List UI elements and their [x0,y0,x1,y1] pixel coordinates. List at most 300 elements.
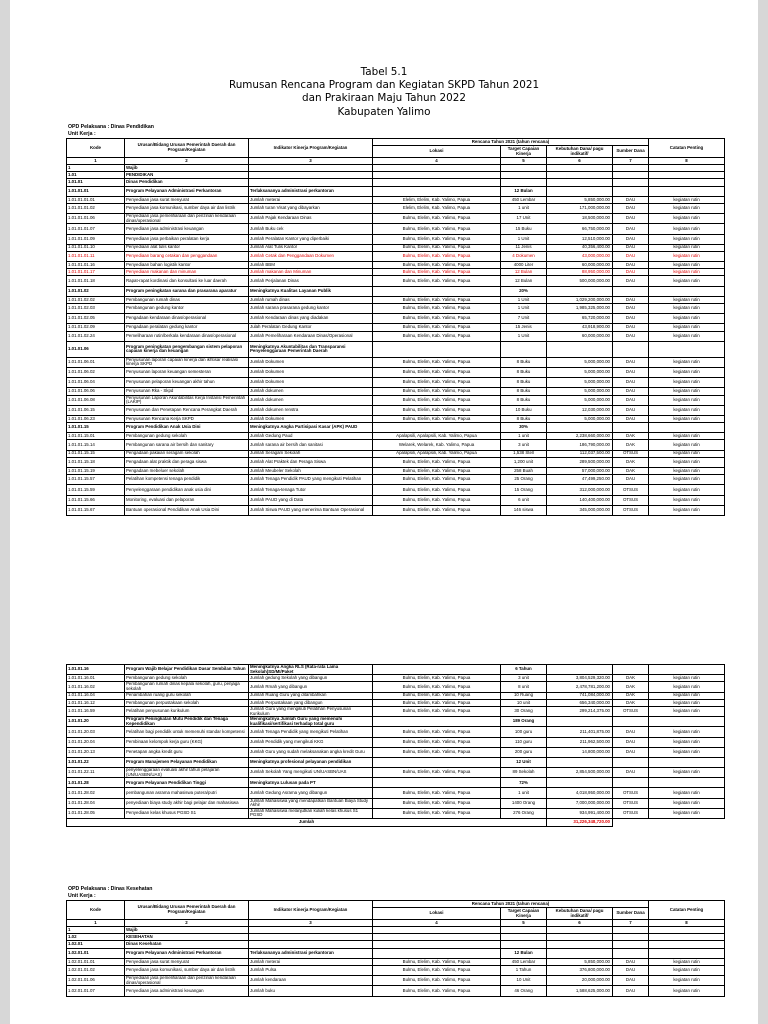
table-row [67,367,725,377]
sumber-cell: DAU [613,367,649,377]
target-cell: 8 Buku [501,415,547,422]
target-cell: 10 Ruang [501,692,547,699]
target-cell: 15 Buku [501,224,547,234]
document-page [10,0,758,1024]
lokasi-cell: Bulmu, Elelim, Kab. Yalimo, Papua [373,244,501,251]
indikator-cell: Jumlah sarana air bersih dan sanitasi [249,440,373,450]
dana-cell: 934,991,400.00 [547,808,613,818]
table-row [67,965,725,975]
lokasi-cell: Bulmu, Elelim, Kab. Yalimo, Papua [373,234,501,244]
sumber-cell: OTSUS [613,485,649,495]
kode-cell: 1.01.01.15 [67,423,125,433]
kode-cell: 1.01.01.15.59 [67,485,125,495]
indikator-cell: Jumlah meterai [249,958,373,965]
kode-cell: 1.01.01.16.12 [67,699,125,706]
kode-cell: 1.02.01.01.01 [67,958,125,965]
sumber-cell: DAU [613,727,649,737]
table-row [67,331,725,341]
target-cell [501,179,547,186]
title-line: Rumusan Rencana Program dan Kegiatan SKPD Tahun 2021 [228,79,540,92]
table-row [67,186,725,196]
dana-cell: 289,500,000.00 [547,457,613,467]
lokasi-cell: Bulmu, Elelim, Kab. Yalimo, Papua [373,262,501,269]
column-number-row [67,158,725,165]
catatan-cell [649,757,725,767]
table-row [67,808,725,818]
target-cell: 12 Unit [501,757,547,767]
dana-cell: 376,800,000.00 [547,965,613,975]
lokasi-cell: Apalapsili, Apalapsili, Kab. Yalimo, Papua [373,433,501,440]
lokasi-cell: Bulmu, Elelim, Kab. Yalimo, Papua [373,965,501,975]
catatan-cell: kegiatan rutin [649,203,725,213]
target-cell: 17 Unit [501,214,547,224]
column-number: 6 [547,158,613,165]
lokasi-cell [373,186,501,196]
indikator-cell: Jumlah gedung Sekolah yang dibangun [249,675,373,682]
table-row [67,286,725,296]
table-row [67,457,725,467]
kode-cell: 1.01.01.01.09 [67,234,125,244]
sumber-cell [613,948,649,958]
table-row [67,324,725,331]
program-cell: Penyusunan laporan capaian kinerja dan ikhtisar realisasi kinerja SKPD [125,357,249,367]
sumber-cell: DAU [613,747,649,757]
kode-cell: 1.01.01.28.02 [67,788,125,798]
kode-cell: 1.01.01.20 [67,717,125,727]
lokasi-cell: Bulmu, Elelim, Kab. Yalimo, Papua [373,976,501,986]
catatan-cell: kegiatan rutin [649,440,725,450]
program-table-kesehatan [66,900,725,997]
table-row [67,405,725,415]
lokasi-cell: Elelim, Elelim, Kab. Yalimo, Papua [373,203,501,213]
table-row [67,262,725,269]
column-header: Urusan/Bidang Urusan Pemerintah Daerah dan Program/Kegiatan [125,901,249,920]
program-cell: Penyediaan jasa komunikasi, sumber daya air dan listrik [125,965,249,975]
target-cell: 12 Bulan [501,186,547,196]
indikator-cell: Jumlah Mahasiswa yang mendapatkan Bantuan Biaya Study Akhir [249,798,373,808]
kode-cell: 1.01.01.06.15 [67,405,125,415]
program-cell: Penyediaan jasa pemeliharaan dan perizinan kendaraan dinas/operasional [125,976,249,986]
indikator-cell: Jumlah Perjalanan Dinas [249,276,373,286]
program-cell: Pembangunan rumah dinas kepala sekolah, guru, penjaga sekolah [125,682,249,692]
total-label: Jumlah [67,819,547,827]
indikator-cell [249,934,373,941]
lokasi-cell: Bulmu, Elelim, Kab. Yalimo, Papua [373,224,501,234]
indikator-cell: Meningkatnya Angka RLS (Rata-rata Lama Sekolah)SD/MI/Paket [249,665,373,675]
table-row [67,234,725,244]
kode-cell: 1.01.01.20.13 [67,747,125,757]
catatan-cell [649,179,725,186]
sumber-cell: DAK [613,699,649,706]
kode-cell: 1.01.01.06.08 [67,395,125,405]
indikator-cell: Jumlah BBM [249,262,373,269]
indikator-cell: Meningkatnya Kualitas Layanan Publik [249,286,373,296]
kode-cell: 1.02 [67,934,125,941]
indikator-cell: Jumlah Guru yang sudah melaksanakan angka kredit Guru [249,747,373,757]
target-cell: 10 Buku [501,405,547,415]
target-cell: 1 Unit [501,331,547,341]
table-row [67,440,725,450]
dana-cell: 299,214,375.00 [547,706,613,716]
program-cell: Penyediaan makanan dan minuman [125,269,249,276]
indikator-cell: Jumlah buku [249,986,373,996]
kode-cell: 1.01.01.16 [67,665,125,675]
lokasi-cell: Bulmu, Elelim, Kab. Yalimo, Papua [373,415,501,422]
table-row [67,757,725,767]
lokasi-cell: Bulmu, Elelim, Kab. Yalimo, Papua [373,699,501,706]
program-cell: Pengadaan mebeluer sekolah [125,468,249,475]
total-value: 31,226,348,720.00 [547,819,613,827]
indikator-cell: Jumlah Alat Praktek dan Peraga Siswa [249,457,373,467]
kode-cell: 1.01.01.06.02 [67,367,125,377]
catatan-cell: kegiatan rutin [649,314,725,324]
sumber-cell: DAU [613,304,649,314]
lokasi-cell: Bulmu, Elelim, Kab. Yalimo, Papua [373,214,501,224]
catatan-cell: kegiatan rutin [649,405,725,415]
kode-cell: 1.02.01.01 [67,948,125,958]
dana-cell: 112,037,500.00 [547,450,613,457]
catatan-cell: kegiatan rutin [649,737,725,747]
target-cell: 276 Orang [501,808,547,818]
dana-cell: 4,018,950,000.00 [547,788,613,798]
indikator-cell: Meningkatnya Lulusan pada PT [249,778,373,788]
dana-cell: 171,000,000.00 [547,203,613,213]
column-header: Catatan Penting [649,901,725,920]
indikator-cell: Jumlah Tenaga Pendidik PAUD yang mengikuti Pelatihan [249,475,373,485]
lokasi-cell: Bulmu, Elelim, Kab. Yalimo, Papua [373,706,501,716]
catatan-cell: kegiatan rutin [649,692,725,699]
sumber-cell: DAU [613,331,649,341]
dana-cell: 5,850,000.00 [547,958,613,965]
table-row [67,251,725,261]
table-row [67,314,725,324]
column-number: 3 [249,158,373,165]
table-row [67,179,725,186]
dana-cell: 2,854,500,000.00 [547,768,613,778]
kode-cell: 1.01.01.01 [67,186,125,196]
target-cell: 200 guru [501,747,547,757]
dana-cell: 5,000,000.00 [547,388,613,395]
target-cell: 3 unit [501,440,547,450]
dana-cell: 2,238,660,000.00 [547,433,613,440]
table-row [67,214,725,224]
table-row [67,934,725,941]
program-cell: Program Wajib Belajar Pendidikan Dasar Sembilan Tahun [125,665,249,675]
target-cell [501,172,547,179]
table-row [67,269,725,276]
lokasi-cell [373,665,501,675]
sumber-cell [613,757,649,767]
indikator-cell: Jumlah Cetak dan Penggandaan Dokumen [249,251,373,261]
table-row [67,505,725,515]
table-row [67,927,725,934]
target-cell: 25 Orang [501,475,547,485]
dana-cell: 65,720,000.00 [547,314,613,324]
program-cell: Pelatihan penyusunan kurikulum [125,706,249,716]
lokasi-cell: Bulmu, Elelim, Kab. Yalimo, Papua [373,475,501,485]
indikator-cell: Jumlah PAUD yang di Data [249,495,373,505]
indikator-cell: Jumlah dokumen [249,395,373,405]
sumber-cell [613,341,649,357]
catatan-cell: kegiatan rutin [649,768,725,778]
target-cell: 12 Bulan [501,269,547,276]
program-cell: Penyediaan jasa surat menyurat [125,958,249,965]
target-cell: 1,200 unit [501,457,547,467]
kode-cell: 1.02.01.01.06 [67,976,125,986]
total-row [67,819,725,827]
indikator-cell: Jumlah Gedung Paud [249,433,373,440]
sumber-cell: DAU [613,251,649,261]
column-header: Target Capaian Kinerja [501,908,547,920]
dana-cell: 1,985,325,000.00 [547,304,613,314]
table-row [67,737,725,747]
target-cell: 1 unit [501,203,547,213]
column-number: 7 [613,158,649,165]
sumber-cell: OTSUS [613,706,649,716]
program-cell: Penyediaan jasa pemeliharaan dan perizinan kendaraan dinas/operasional [125,214,249,224]
target-cell: 8 Buku [501,395,547,405]
sumber-cell: DAK [613,468,649,475]
title-line: dan Prakiraan Maju Tahun 2022 [302,92,466,105]
column-number: 5 [501,920,547,927]
sumber-cell: DAK [613,440,649,450]
lokasi-cell [373,941,501,948]
program-cell: Wajib [125,927,249,934]
program-cell: Penambahan ruang guru sekolah [125,692,249,699]
lokasi-cell [373,286,501,296]
target-cell: 4000 Liter [501,262,547,269]
program-cell: Penyediaan jasa surat menyurat [125,196,249,203]
sumber-cell [613,286,649,296]
column-number-row [67,920,725,927]
indikator-cell: Jumlah Perpustakaan yang dibangun [249,699,373,706]
lokasi-cell: Bulmu, Elelim, Kab. Yalimo, Papua [373,768,501,778]
target-cell: 6 Tahun [501,665,547,675]
program-cell: Pelatihan kompetensi tenaga pendidik [125,475,249,485]
target-cell: 89 Sekolah [501,768,547,778]
sumber-cell: DAU [613,965,649,975]
program-cell: Monitoring, evaluasi dan pelaporan [125,495,249,505]
sumber-cell [613,172,649,179]
indikator-cell: Jumlah Ruang Guru yang ditambahkan [249,692,373,699]
program-cell: penyediaan biaya study akhir bagi pelajar dan mahasiswa [125,798,249,808]
indikator-cell [249,941,373,948]
column-header: Indikator Kinerja Program/Kegiatan [249,139,373,158]
kode-cell: 1.01.01.16.04 [67,692,125,699]
program-cell: Program Peningkatan Mutu Pendidik dan Tenaga Kependidikan [125,717,249,727]
lokasi-cell: Bulmu, Elelim, Kab. Yalimo, Papua [373,395,501,405]
column-number: 4 [373,158,501,165]
column-header: Target Capaian Kinerja [501,146,547,158]
lokasi-cell: Bulmu, Elelim, Kab. Yalimo, Papua [373,808,501,818]
table-row [67,727,725,737]
catatan-cell [649,778,725,788]
lokasi-cell: Bulmu, Elelim, Kab. Yalimo, Papua [373,357,501,367]
kode-cell: 1.01.01.15.15 [67,450,125,457]
column-header: Kode [67,139,125,158]
table-row [67,196,725,203]
sumber-cell: DAU [613,244,649,251]
indikator-cell: Jumlah dokumen [249,388,373,395]
table-row [67,706,725,716]
kode-cell: 1.01.01.02 [67,286,125,296]
table-row [67,468,725,475]
catatan-cell: kegiatan rutin [649,304,725,314]
sumber-cell [613,165,649,172]
target-cell: 100 guru [501,727,547,737]
sumber-cell: DAK [613,675,649,682]
program-cell: Pengadaan peralatan gedung kantor [125,324,249,331]
column-header: Catatan Penting [649,139,725,158]
table-row [67,495,725,505]
dana-cell: 312,000,000.00 [547,485,613,495]
dana-cell: 656,340,000.00 [547,699,613,706]
dana-cell: 5,000,000.00 [547,395,613,405]
catatan-cell [649,172,725,179]
indikator-cell: Jumlah Dokumen [249,357,373,367]
sumber-cell: DAU [613,415,649,422]
indikator-cell: Jumlah Alat Tulis Kantor [249,244,373,251]
target-cell: 110 guru [501,737,547,747]
target-cell: 8 Buku [501,388,547,395]
kode-cell: 1.01.01.06.04 [67,378,125,388]
table-row [67,378,725,388]
sumber-cell: DAU [613,224,649,234]
target-cell [501,941,547,948]
program-cell: Penetapan angka kredit guru [125,747,249,757]
target-cell: 12 Bulan [501,948,547,958]
indikator-cell: Jumlah Peralatan Kantor yang diperbaiki [249,234,373,244]
table-row [67,941,725,948]
sumber-cell: OTSUS [613,505,649,515]
catatan-cell: kegiatan rutin [649,251,725,261]
catatan-cell: kegiatan rutin [649,976,725,986]
target-cell: 450 Lembar [501,958,547,965]
dana-cell: 43,918,900.00 [547,324,613,331]
kode-cell: 1.01.01.02.05 [67,314,125,324]
table-row [67,692,725,699]
sumber-cell: OTSUS [613,495,649,505]
sumber-cell [613,423,649,433]
column-header: Rencana Tahun 2021 (tahun rencana) [373,139,649,146]
table-row [67,986,725,996]
program-cell: Program peningkatan pengembangan sistem pelaporan capaian kinerja dan keuangan [125,341,249,357]
column-number: 1 [67,920,125,927]
program-cell: Penyediaan bahan logistik kantor [125,262,249,269]
catatan-cell: kegiatan rutin [649,808,725,818]
opd-label: OPD Pelaksana : Dinas Pendidikan Unit Kerja : [68,124,154,137]
target-cell: 1 Unit [501,234,547,244]
catatan-cell: kegiatan rutin [649,788,725,798]
dana-cell [547,286,613,296]
sumber-cell [613,186,649,196]
table-row [67,357,725,367]
program-cell: Penyusunan Laporan Akuntabilitas Kerja Instansi Pemerintah (LAKIP) [125,395,249,405]
lokasi-cell [373,179,501,186]
sumber-cell: OTSUS [613,788,649,798]
column-number: 4 [373,920,501,927]
catatan-cell: kegiatan rutin [649,224,725,234]
indikator-cell [249,179,373,186]
indikator-cell: Jumlah Mahasiswa melanjutkan kuliah kelas khusus S1 PGSD [249,808,373,818]
sumber-cell: DAK [613,682,649,692]
catatan-cell: kegiatan rutin [649,234,725,244]
target-cell: 1400 Orang [501,798,547,808]
dana-cell: 12,030,000.00 [547,405,613,415]
program-cell: Pembangunan gedung sekolah [125,675,249,682]
target-cell: 7 Unit [501,314,547,324]
lokasi-cell [373,927,501,934]
catatan-cell: kegiatan rutin [649,324,725,331]
target-cell: 30% [501,423,547,433]
table-row [67,388,725,395]
catatan-cell: kegiatan rutin [649,433,725,440]
target-cell: 20% [501,286,547,296]
table-header-row [67,139,725,146]
target-cell [501,934,547,941]
catatan-cell: kegiatan rutin [649,395,725,405]
target-cell: 450 Lembar [501,196,547,203]
program-cell: Pembangunan rumah dinas [125,296,249,303]
target-cell: 6 unit [501,495,547,505]
indikator-cell: Terlaksananya administrasi perkantoran [249,948,373,958]
lokasi-cell: Bulmu, Elelim, Kab. Yalimo, Papua [373,468,501,475]
catatan-cell: kegiatan rutin [649,196,725,203]
target-cell: 8 unit [501,682,547,692]
kode-cell: 1.01.01.15.19 [67,468,125,475]
indikator-cell: Jumlah Dokumen [249,378,373,388]
catatan-cell: kegiatan rutin [649,958,725,965]
table-row [67,699,725,706]
table-row [67,276,725,286]
catatan-cell: kegiatan rutin [649,747,725,757]
indikator-cell: Meningkatnya Angka Partisipasi Kasar (APK) PAUD [249,423,373,433]
lokasi-cell [373,172,501,179]
lokasi-cell: Bulmu, Elelim, Kab. Yalimo, Papua [373,788,501,798]
kode-cell: 1.01.01.16.59 [67,706,125,716]
catatan-cell: kegiatan rutin [649,296,725,303]
dana-cell [547,717,613,727]
dana-cell: 5,000,000.00 [547,378,613,388]
indikator-cell: Jumlah dokumen renstra [249,405,373,415]
dana-cell: 14,800,000.00 [547,747,613,757]
table-row [67,395,725,405]
indikator-cell: Jumlah rumah dinas [249,296,373,303]
lokasi-cell: Bulmu, Elelim, Kab. Yalimo, Papua [373,324,501,331]
indikator-cell: Jumlah Kendaraan dinas yang diadakan [249,314,373,324]
table-row [67,296,725,303]
lokasi-cell [373,423,501,433]
dana-cell: 18,500,000.00 [547,214,613,224]
column-number: 7 [613,920,649,927]
target-cell [501,165,547,172]
target-cell: 189 Orang [501,717,547,727]
indikator-cell: Jumlah Sekolah Yang mengikuti UN/UASBN/UAS [249,768,373,778]
target-cell [501,927,547,934]
dana-cell: 1,588,625,000.00 [547,986,613,996]
sumber-cell: OTSUS [613,808,649,818]
program-cell: Program Manajemen Pelayanan Pendidikan [125,757,249,767]
sumber-cell: DAK [613,692,649,699]
kode-cell: 1.01.01.16.01 [67,675,125,682]
dana-cell: 741,084,000.00 [547,692,613,699]
sumber-cell: DAU [613,768,649,778]
sumber-cell: DAU [613,475,649,485]
indikator-cell: Jumlah Meubeler Sekolah [249,468,373,475]
indikator-cell: Jumlah sarana prasarana gedung kantor [249,304,373,314]
sumber-cell: DAU [613,262,649,269]
column-number: 8 [649,158,725,165]
